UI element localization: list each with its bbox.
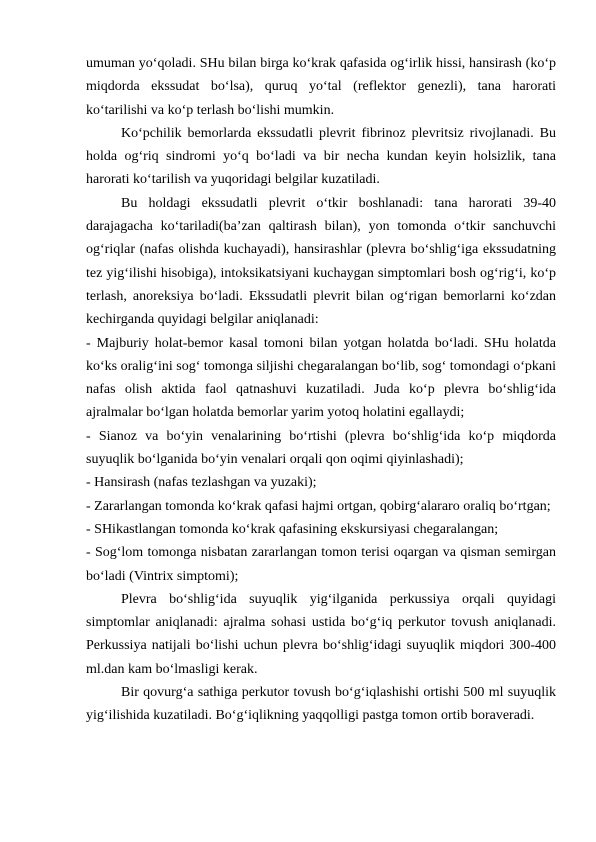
paragraph: Bir qovurg‘a sathiga perkutor tovush bo‘g‘iqlashishi ortishi 500 ml suyuqlik yig‘ilishida kuzatiladi. Bo‘g‘iqlikning yaqqolligi pastga tomon ortib boraveradi. xyxy=(86,685,556,724)
paragraph: umuman yo‘qoladi. SHu bilan birga ko‘krak qafasida og‘irlik hissi, hansirash (ko‘p miqdorda ekssudat bo‘lsa), quruq yo‘tal (reflektor genezli), tana harorati ko‘tarilishi va ko‘p terlash bo‘lishi mumkin. xyxy=(86,56,556,118)
list-item: - Majburiy holat-bemor kasal tomoni bilan yotgan holatda bo‘ladi. SHu holatda ko‘ks oralig‘ini sog‘ tomonga siljishi chegaralangan bo‘lib, sog‘ tomondagi o‘pkani nafas olish aktida faol qatnashuvi kuzatiladi. Juda ko‘p plevra bo‘shlig‘ida ajralmalar bo‘lgan holatda bemorlar yarim yotoq holatini egallaydi; xyxy=(86,335,556,421)
paragraph: Bu holdagi ekssudatli plevrit o‘tkir boshlanadi: tana harorati 39-40 darajagacha ko‘tariladi(ba’zan qaltirash bilan), yon tomonda o‘tkir sanchuvchi og‘riqlar (nafas olishda kuchayadi), hansirashlar (plevra bo‘shlig‘iga ekssudatning tez yig‘ilishi hisobiga), intoksikatsiyani kuchaygan simptomlari bosh og‘rig‘i, ko‘p terlash, anoreksiya bo‘ladi. Ekssudatli plevrit bilan og‘rigan bemorlarni ko‘zdan kechirganda quyidagi belgilar aniqlanadi: xyxy=(86,195,556,328)
list-item: - Sianoz va bo‘yin venalarining bo‘rtishi (plevra bo‘shlig‘ida ko‘p miqdorda suyuqlik bo‘lganida bo‘yin venalari orqali qon oqimi qiyinlashadi); xyxy=(86,428,556,468)
paragraph: Ko‘pchilik bemorlarda ekssudatli plevrit fibrinoz plevritsiz rivojlanadi. Bu holda og‘riq sindromi yo‘q bo‘ladi va bir necha kundan keyin holsizlik, tana harorati ko‘tarilish va yuqoridagi belgilar kuzatiladi. xyxy=(86,125,556,188)
list-item: - Hansirash (nafas tezlashgan va yuzaki); xyxy=(86,475,317,491)
document-page xyxy=(86,52,556,728)
list-item: - Sog‘lom tomonga nisbatan zararlangan tomon terisi oqargan va qisman semirgan bo‘ladi (Vintrix simptomi); xyxy=(86,545,556,584)
list-item: - SHikastlangan tomonda ko‘krak qafasining ekskursiyasi chegaralangan; xyxy=(86,521,499,537)
list-item: - Zararlangan tomonda ko‘krak qafasi hajmi ortgan, qobirg‘alararo oraliq bo‘rtgan; xyxy=(86,498,551,514)
paragraph: Plevra bo‘shlig‘ida suyuqlik yig‘ilganida perkussiya orqali quyidagi simptomlar aniqlanadi: ajralma sohasi ustida bo‘g‘iq perkutor tovush aniqlanadi. Perkussiya natijali bo‘lishi uchun plevra bo‘shlig‘idagi suyuqlik miqdori 300-400 ml.dan kam bo‘lmasligi kerak. xyxy=(86,591,556,677)
